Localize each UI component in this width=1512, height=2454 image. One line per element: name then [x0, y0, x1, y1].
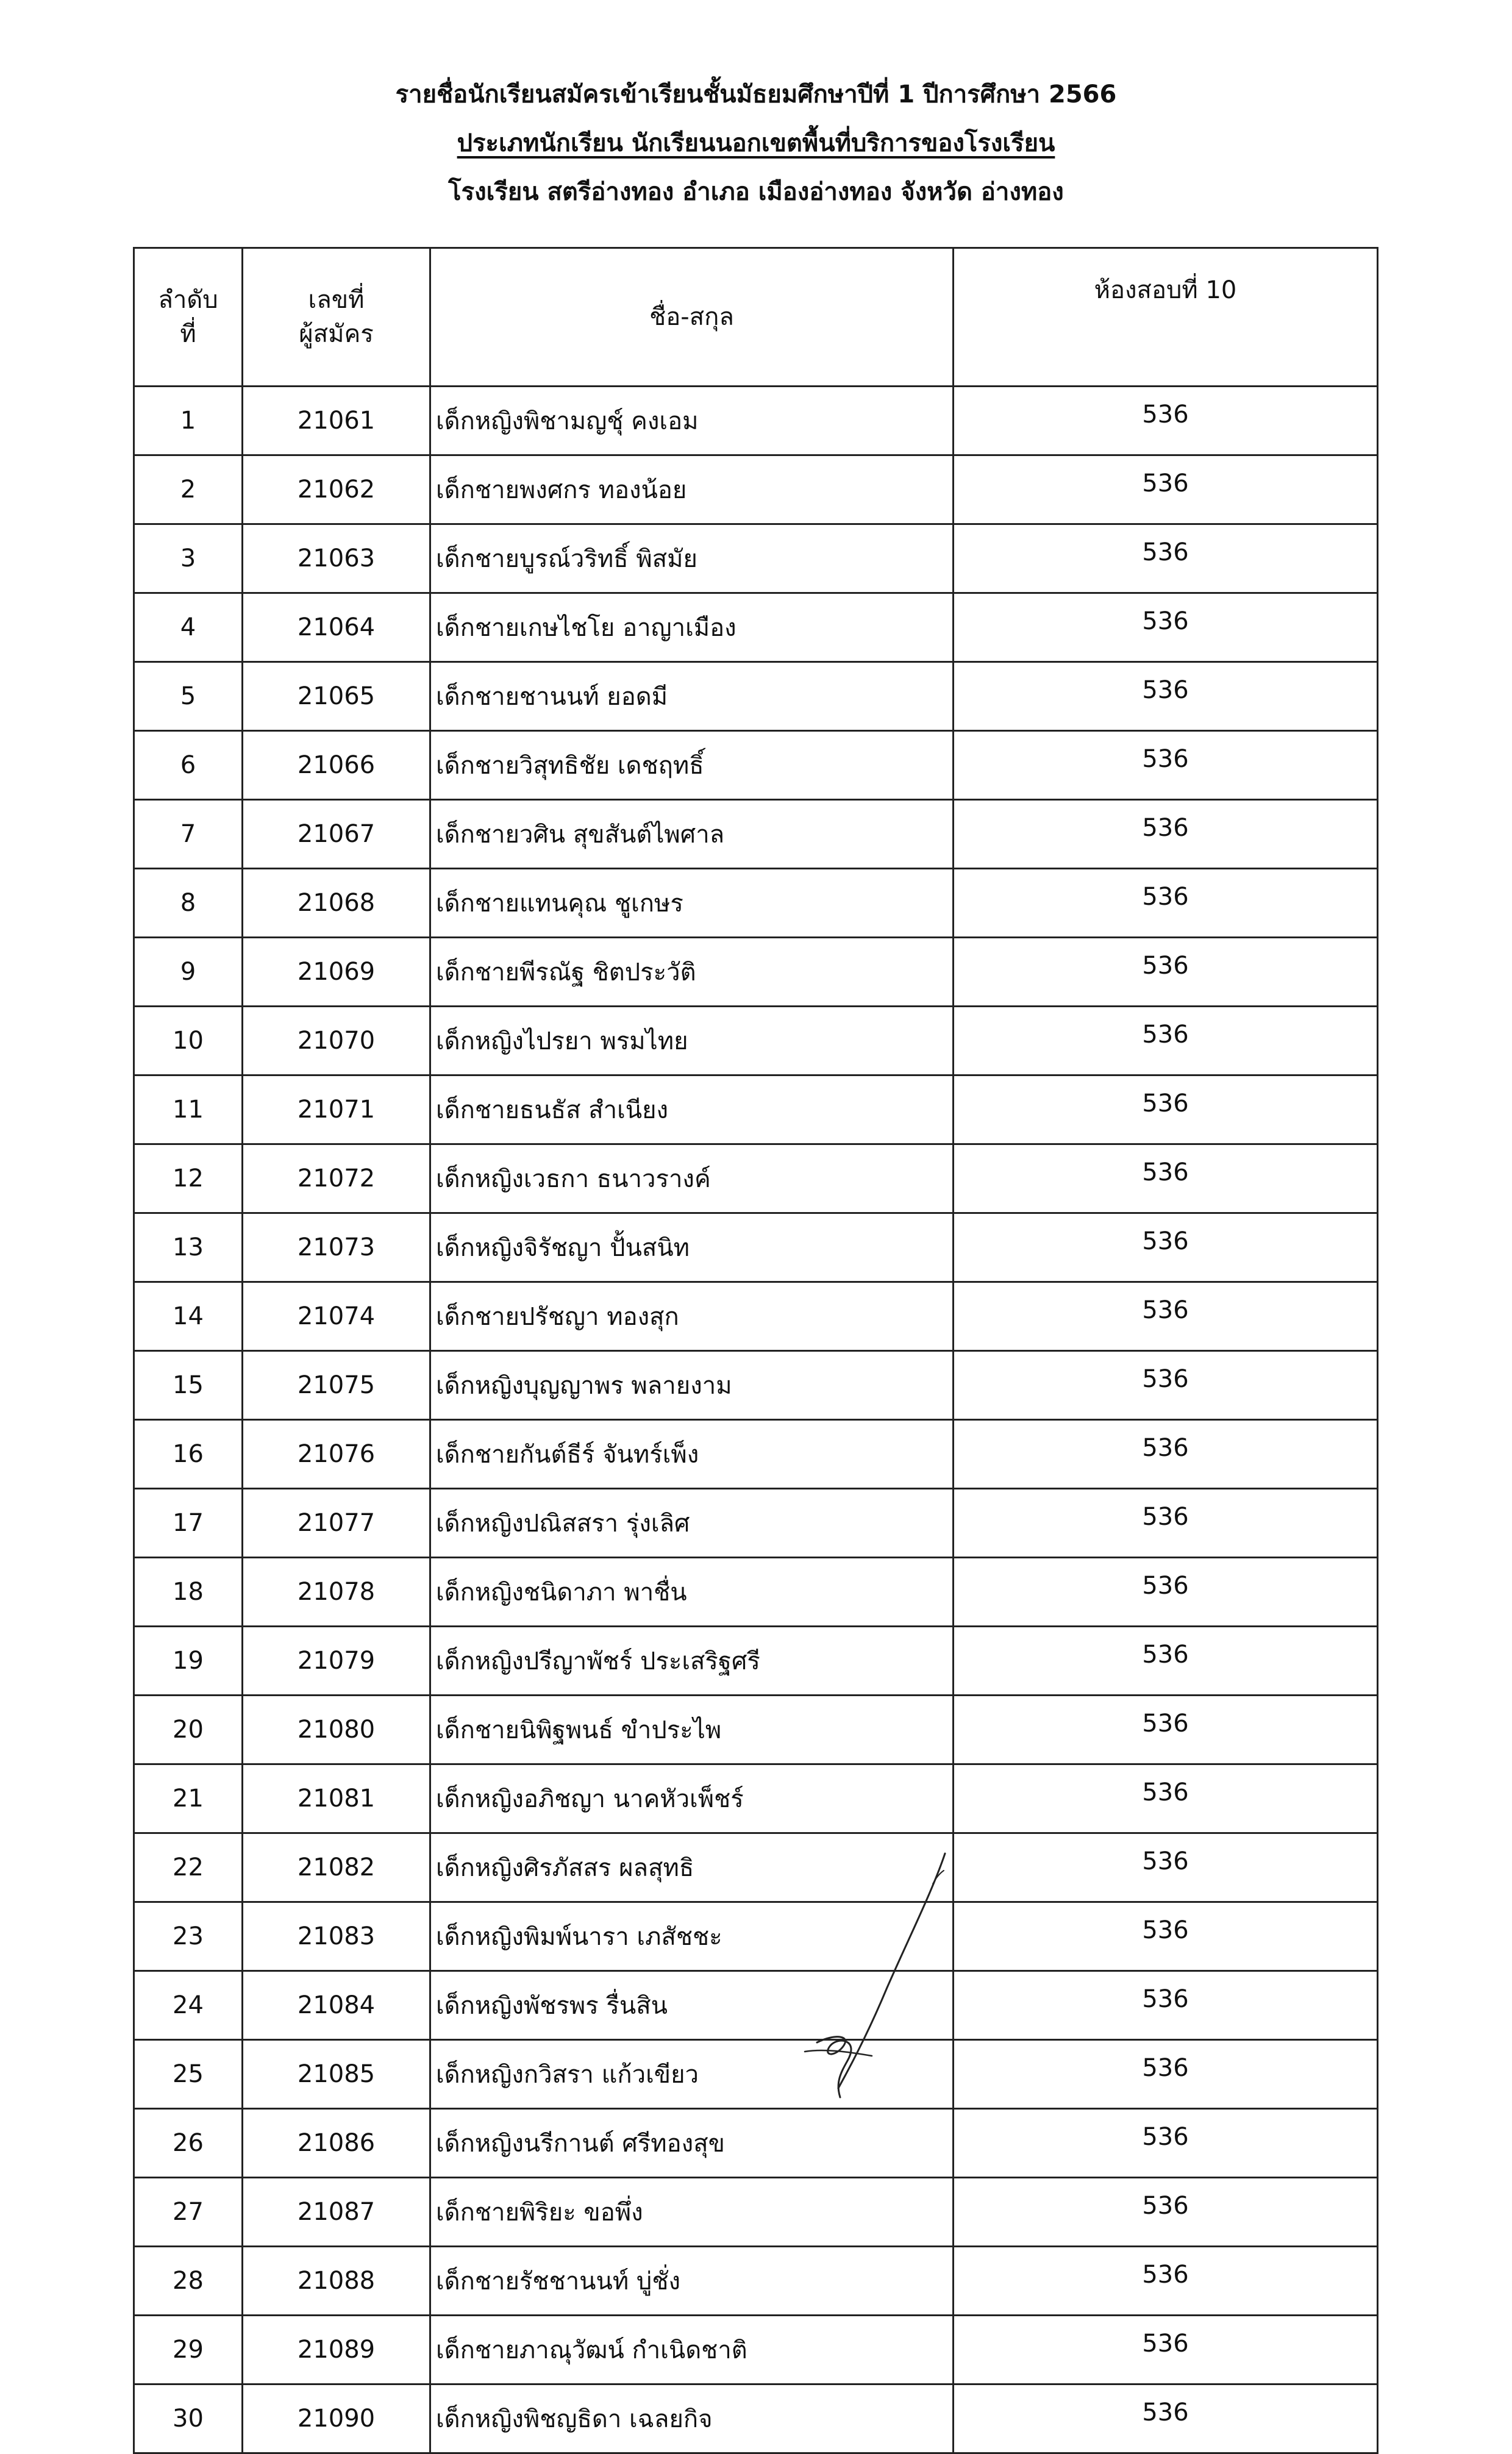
row-order-number: 26	[134, 2109, 243, 2178]
row-order-number: 24	[134, 1971, 243, 2040]
row-full-name: เด็กหญิงนรีกานต์ ศรีทองสุข	[430, 2109, 954, 2178]
row-full-name: เด็กชายบูรณ์วริทธิ์ พิสมัย	[430, 524, 954, 593]
table-row	[134, 593, 1378, 662]
row-full-name: เด็กหญิงชนิดาภา พาชื่น	[430, 1558, 954, 1627]
row-order-number: 15	[134, 1351, 243, 1420]
row-order-number: 5	[134, 662, 243, 731]
table-row	[134, 1558, 1378, 1627]
document-title: รายชื่อนักเรียนสมัครเข้าเรียนชั้นมัธยมศึกษาปีที่ 1 ปีการศึกษา 2566	[395, 80, 1117, 109]
row-exam-room: 536	[954, 593, 1378, 662]
row-full-name: เด็กชายชานนท์ ยอดมี	[430, 662, 954, 731]
row-exam-room: 536	[954, 1144, 1378, 1213]
row-full-name: เด็กชายเกษไชโย อาญาเมือง	[430, 593, 954, 662]
row-exam-room: 536	[954, 2109, 1378, 2178]
row-applicant-number: 21066	[243, 731, 430, 800]
row-order-number: 9	[134, 938, 243, 1007]
row-order-number: 13	[134, 1213, 243, 1282]
row-full-name: เด็กชายพีรณัฐ ชิตประวัติ	[430, 938, 954, 1007]
row-full-name: เด็กหญิงจิรัชญา ปั้นสนิท	[430, 1213, 954, 1282]
row-exam-room: 536	[954, 1833, 1378, 1902]
row-full-name: เด็กชายนิพิฐพนธ์ ขำประไพ	[430, 1696, 954, 1764]
table-row	[134, 1420, 1378, 1489]
row-order-number: 21	[134, 1764, 243, 1833]
row-order-number: 22	[134, 1833, 243, 1902]
header-order-number-line1: ลำดับ	[158, 286, 218, 314]
row-full-name: เด็กหญิงพัชรพร รื่นสิน	[430, 1971, 954, 2040]
row-full-name: เด็กหญิงศิรภัสสร ผลสุทธิ	[430, 1833, 954, 1902]
document-subtitle-category: ประเภทนักเรียน นักเรียนนอกเขตพื้นที่บริการของโรงเรียน	[457, 129, 1055, 157]
row-applicant-number: 21062	[243, 455, 430, 524]
row-applicant-number: 21085	[243, 2040, 430, 2109]
row-applicant-number: 21083	[243, 1902, 430, 1971]
row-applicant-number: 21067	[243, 800, 430, 869]
row-applicant-number: 21076	[243, 1420, 430, 1489]
row-full-name: เด็กชายธนธัส สำเนียง	[430, 1075, 954, 1144]
row-applicant-number: 21086	[243, 2109, 430, 2178]
row-exam-room: 536	[954, 455, 1378, 524]
table-row	[134, 1764, 1378, 1833]
row-order-number: 18	[134, 1558, 243, 1627]
row-exam-room: 536	[954, 1764, 1378, 1833]
table-row	[134, 2109, 1378, 2178]
row-full-name: เด็กหญิงพิชญธิดา เฉลยกิจ	[430, 2384, 954, 2453]
row-full-name: เด็กชายวศิน สุขสันต์ไพศาล	[430, 800, 954, 869]
row-order-number: 14	[134, 1282, 243, 1351]
table-row	[134, 1007, 1378, 1075]
row-applicant-number: 21068	[243, 869, 430, 938]
row-order-number: 2	[134, 455, 243, 524]
table-row	[134, 1696, 1378, 1764]
row-order-number: 17	[134, 1489, 243, 1558]
row-full-name: เด็กชายแทนคุณ ชูเกษร	[430, 869, 954, 938]
row-exam-room: 536	[954, 1902, 1378, 1971]
row-order-number: 3	[134, 524, 243, 593]
table-row	[134, 387, 1378, 455]
table-row	[134, 2316, 1378, 2384]
row-full-name: เด็กหญิงกวิสรา แก้วเขียว	[430, 2040, 954, 2109]
row-applicant-number: 21069	[243, 938, 430, 1007]
row-full-name: เด็กหญิงพิชามญชุ์ คงเอม	[430, 387, 954, 455]
row-full-name: เด็กหญิงปรีญาพัชร์ ประเสริฐศรี	[430, 1627, 954, 1696]
row-applicant-number: 21079	[243, 1627, 430, 1696]
row-full-name: เด็กชายพิริยะ ขอพึ่ง	[430, 2178, 954, 2247]
row-full-name: เด็กหญิงไปรยา พรมไทย	[430, 1007, 954, 1075]
row-full-name: เด็กชายรัชชานนท์ บู่ชั่ง	[430, 2247, 954, 2316]
table-row	[134, 1489, 1378, 1558]
header-applicant-number	[243, 248, 430, 387]
row-order-number: 10	[134, 1007, 243, 1075]
row-applicant-number: 21065	[243, 662, 430, 731]
row-order-number: 16	[134, 1420, 243, 1489]
table-row	[134, 662, 1378, 731]
row-full-name: เด็กชายปรัชญา ทองสุก	[430, 1282, 954, 1351]
row-applicant-number: 21064	[243, 593, 430, 662]
header-applicant-number-line2: ผู้สมัคร	[299, 320, 374, 348]
table-body	[134, 387, 1378, 2453]
document-header	[0, 79, 1512, 226]
row-exam-room: 536	[954, 524, 1378, 593]
row-full-name: เด็กหญิงเวธกา ธนาวรางค์	[430, 1144, 954, 1213]
row-applicant-number: 21081	[243, 1764, 430, 1833]
row-exam-room: 536	[954, 869, 1378, 938]
table-row	[134, 800, 1378, 869]
header-row	[134, 248, 1378, 387]
table-row	[134, 455, 1378, 524]
row-exam-room: 536	[954, 1075, 1378, 1144]
row-full-name: เด็กหญิงพิมพ์นารา เภสัชชะ	[430, 1902, 954, 1971]
row-exam-room: 536	[954, 387, 1378, 455]
table-row	[134, 1351, 1378, 1420]
row-order-number: 25	[134, 2040, 243, 2109]
row-order-number: 28	[134, 2247, 243, 2316]
row-order-number: 30	[134, 2384, 243, 2453]
row-exam-room: 536	[954, 1696, 1378, 1764]
row-order-number: 23	[134, 1902, 243, 1971]
row-order-number: 12	[134, 1144, 243, 1213]
student-roster-table	[133, 247, 1378, 2454]
row-exam-room: 536	[954, 1351, 1378, 1420]
row-exam-room: 536	[954, 1489, 1378, 1558]
table-row	[134, 1902, 1378, 1971]
row-order-number: 27	[134, 2178, 243, 2247]
row-exam-room: 536	[954, 1213, 1378, 1282]
row-exam-room: 536	[954, 731, 1378, 800]
row-full-name: เด็กชายกันต์ธีร์ จันทร์เพ็ง	[430, 1420, 954, 1489]
row-applicant-number: 21090	[243, 2384, 430, 2453]
row-exam-room: 536	[954, 1971, 1378, 2040]
row-exam-room: 536	[954, 1558, 1378, 1627]
table-row	[134, 524, 1378, 593]
table-header	[134, 248, 1378, 387]
row-applicant-number: 21071	[243, 1075, 430, 1144]
row-applicant-number: 21063	[243, 524, 430, 593]
row-full-name: เด็กหญิงบุญญาพร พลายงาม	[430, 1351, 954, 1420]
row-applicant-number: 21061	[243, 387, 430, 455]
table-row	[134, 731, 1378, 800]
document-subtitle-school: โรงเรียน สตรีอ่างทอง อำเภอ เมืองอ่างทอง จังหวัด อ่างทอง	[448, 178, 1064, 206]
row-applicant-number: 21080	[243, 1696, 430, 1764]
header-applicant-number-line1: เลขที่	[308, 286, 365, 314]
handwritten-signature	[780, 1841, 975, 2110]
table-row	[134, 2040, 1378, 2109]
row-applicant-number: 21070	[243, 1007, 430, 1075]
table-row	[134, 1075, 1378, 1144]
row-applicant-number: 21073	[243, 1213, 430, 1282]
table-row	[134, 2384, 1378, 2453]
row-exam-room: 536	[954, 2316, 1378, 2384]
row-applicant-number: 21084	[243, 1971, 430, 2040]
table-row	[134, 1627, 1378, 1696]
row-order-number: 20	[134, 1696, 243, 1764]
row-exam-room: 536	[954, 2247, 1378, 2316]
row-applicant-number: 21088	[243, 2247, 430, 2316]
row-exam-room: 536	[954, 800, 1378, 869]
row-full-name: เด็กหญิงอภิชญา นาคหัวเพ็ชร์	[430, 1764, 954, 1833]
row-applicant-number: 21072	[243, 1144, 430, 1213]
header-full-name: ชื่อ-สกุล	[430, 248, 954, 387]
row-applicant-number: 21087	[243, 2178, 430, 2247]
row-applicant-number: 21082	[243, 1833, 430, 1902]
table-row	[134, 938, 1378, 1007]
row-applicant-number: 21075	[243, 1351, 430, 1420]
row-exam-room: 536	[954, 1282, 1378, 1351]
row-exam-room: 536	[954, 1007, 1378, 1075]
row-order-number: 11	[134, 1075, 243, 1144]
table-row	[134, 2178, 1378, 2247]
row-applicant-number: 21074	[243, 1282, 430, 1351]
table-row	[134, 1833, 1378, 1902]
row-order-number: 4	[134, 593, 243, 662]
header-exam-room: ห้องสอบที่ 10	[954, 248, 1378, 387]
row-order-number: 7	[134, 800, 243, 869]
row-order-number: 29	[134, 2316, 243, 2384]
table-row	[134, 1971, 1378, 2040]
row-exam-room: 536	[954, 1420, 1378, 1489]
row-order-number: 6	[134, 731, 243, 800]
row-applicant-number: 21078	[243, 1558, 430, 1627]
row-exam-room: 536	[954, 2040, 1378, 2109]
row-full-name: เด็กหญิงปณิสสรา รุ่งเลิศ	[430, 1489, 954, 1558]
row-exam-room: 536	[954, 938, 1378, 1007]
header-order-number-line2: ที่	[180, 320, 196, 348]
table-row	[134, 1282, 1378, 1351]
row-order-number: 1	[134, 387, 243, 455]
row-order-number: 19	[134, 1627, 243, 1696]
row-full-name: เด็กชายพงศกร ทองน้อย	[430, 455, 954, 524]
row-full-name: เด็กชายภาณุวัฒน์ กำเนิดชาติ	[430, 2316, 954, 2384]
header-order-number	[134, 248, 243, 387]
row-full-name: เด็กชายวิสุทธิชัย เดชฤทธิ์	[430, 731, 954, 800]
row-order-number: 8	[134, 869, 243, 938]
row-exam-room: 536	[954, 1627, 1378, 1696]
table-row	[134, 869, 1378, 938]
table-row	[134, 1144, 1378, 1213]
row-exam-room: 536	[954, 2178, 1378, 2247]
row-applicant-number: 21089	[243, 2316, 430, 2384]
row-exam-room: 536	[954, 2384, 1378, 2453]
row-applicant-number: 21077	[243, 1489, 430, 1558]
row-exam-room: 536	[954, 662, 1378, 731]
table-row	[134, 2247, 1378, 2316]
table-row	[134, 1213, 1378, 1282]
